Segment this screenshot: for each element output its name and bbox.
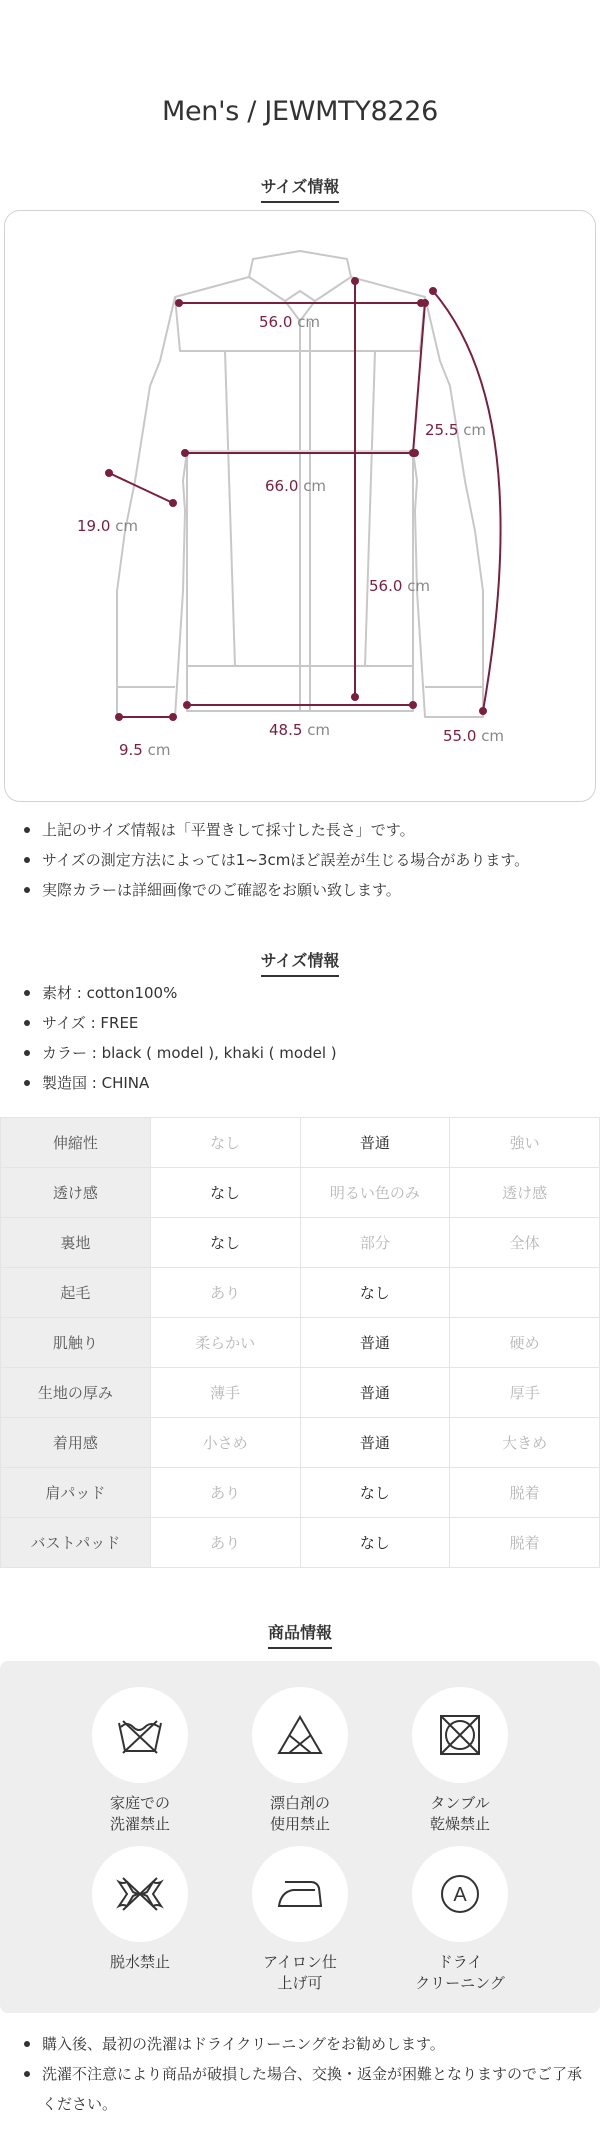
table-row	[1, 1318, 600, 1368]
spec-option: 大きめ	[450, 1418, 600, 1468]
list-item: 素材 : cotton100%	[20, 978, 590, 1008]
table-row	[1, 1368, 600, 1418]
care-instructions-panel	[0, 1661, 600, 2013]
no-wash-icon	[92, 1687, 188, 1783]
size-info-heading-text: サイズ情報	[261, 174, 340, 203]
detail-info-heading-text: サイズ情報	[261, 948, 340, 977]
spec-option: 普通	[300, 1118, 450, 1168]
spec-option: あり	[150, 1518, 300, 1568]
table-row	[1, 1418, 600, 1468]
care-item-no-tumble-dry	[390, 1687, 530, 1835]
spec-label: 肌触り	[1, 1318, 151, 1368]
no-tumble-dry-icon	[412, 1687, 508, 1783]
spec-label: 肩パッド	[1, 1468, 151, 1518]
spec-option: 厚手	[450, 1368, 600, 1418]
size-diagram	[4, 210, 596, 802]
dry-clean-icon	[412, 1846, 508, 1942]
iron-ok-icon	[252, 1846, 348, 1942]
cuff-measure-label: 9.5 cm	[119, 741, 171, 759]
spec-option: 普通	[300, 1318, 450, 1368]
length-measure-label: 56.0 cm	[369, 577, 431, 595]
sleeve-upper-measure-label: 25.5 cm	[425, 421, 487, 439]
care-label: 脱水禁止	[109, 1953, 170, 1971]
list-item: 製造国 : CHINA	[20, 1068, 590, 1098]
detail-info-heading	[0, 948, 600, 977]
care-item-iron-ok	[230, 1846, 370, 1994]
spec-option: 普通	[300, 1418, 450, 1468]
spec-option: 脱着	[450, 1518, 600, 1568]
care-item-dry-clean	[390, 1846, 530, 1994]
spec-option: なし	[150, 1118, 300, 1168]
spec-option: 明るい色のみ	[300, 1168, 450, 1218]
spec-option: 小さめ	[150, 1418, 300, 1468]
table-row	[1, 1168, 600, 1218]
armhole-measure-label: 19.0 cm	[77, 517, 139, 535]
care-label: アイロン仕 上げ可	[263, 1953, 337, 1992]
no-wring-icon	[92, 1846, 188, 1942]
spec-label: 裏地	[1, 1218, 151, 1268]
spec-option: 普通	[300, 1368, 450, 1418]
chest-measure-label: 66.0 cm	[265, 477, 327, 495]
spec-option: 硬め	[450, 1318, 600, 1368]
product-title: Men's / JEWMTY8226	[161, 96, 439, 127]
spec-option: 強い	[450, 1118, 600, 1168]
list-item: サイズの測定方法によっては1~3cmほど誤差が生じる場合があります。	[20, 845, 590, 875]
spec-option: 全体	[450, 1218, 600, 1268]
table-row	[1, 1218, 600, 1268]
table-row	[1, 1118, 600, 1168]
list-item: サイズ : FREE	[20, 1008, 590, 1038]
spec-option: なし	[300, 1268, 450, 1318]
product-notes-list	[20, 2029, 590, 2119]
table-row	[1, 1518, 600, 1568]
spec-label: 伸縮性	[1, 1118, 151, 1168]
list-item: 実際カラーは詳細画像でのご確認をお願い致します。	[20, 875, 590, 905]
sleeve-length-measure-label: 55.0 cm	[443, 727, 505, 745]
list-item: 購入後、最初の洗濯はドライクリーニングをお勧めします。	[20, 2029, 590, 2059]
spec-option: 薄手	[150, 1368, 300, 1418]
detail-list	[20, 978, 590, 1098]
spec-option: 透け感	[450, 1168, 600, 1218]
size-notes-list	[20, 815, 590, 905]
care-label: 漂白剤の 使用禁止	[269, 1794, 330, 1833]
spec-option: なし	[150, 1218, 300, 1268]
jacket-outline-illustration	[5, 211, 596, 802]
shoulder-measure-label: 56.0 cm	[259, 313, 321, 331]
spec-option	[450, 1268, 600, 1318]
spec-option: なし	[150, 1168, 300, 1218]
spec-label: 着用感	[1, 1418, 151, 1468]
table-row	[1, 1468, 600, 1518]
care-label: ドライ クリーニング	[415, 1953, 505, 1992]
no-bleach-icon	[252, 1687, 348, 1783]
spec-option: あり	[150, 1268, 300, 1318]
hem-measure-label: 48.5 cm	[269, 721, 331, 739]
spec-option: あり	[150, 1468, 300, 1518]
spec-label: 起毛	[1, 1268, 151, 1318]
product-info-heading	[0, 1620, 600, 1649]
list-item: 上記のサイズ情報は「平置きして採寸した長さ」です。	[20, 815, 590, 845]
spec-option: 脱着	[450, 1468, 600, 1518]
list-item: 洗濯不注意により商品が破損した場合、交換・返金が困難となりますのでご了承ください。	[20, 2059, 590, 2119]
care-label: 家庭での 洗濯禁止	[109, 1794, 170, 1833]
care-label: タンブル 乾燥禁止	[429, 1794, 490, 1833]
care-item-no-wash	[70, 1687, 210, 1835]
svg-text:A: A	[453, 1884, 467, 1906]
spec-option: なし	[300, 1518, 450, 1568]
table-row	[1, 1268, 600, 1318]
product-info-heading-text: 商品情報	[268, 1620, 332, 1649]
spec-label: 透け感	[1, 1168, 151, 1218]
spec-option: なし	[300, 1468, 450, 1518]
care-item-no-wring	[70, 1846, 210, 1973]
care-item-no-bleach	[230, 1687, 370, 1835]
size-info-heading	[0, 174, 600, 203]
spec-option: 柔らかい	[150, 1318, 300, 1368]
spec-option: 部分	[300, 1218, 450, 1268]
spec-label: バストパッド	[1, 1518, 151, 1568]
spec-label: 生地の厚み	[1, 1368, 151, 1418]
fabric-spec-table	[0, 1117, 600, 1568]
list-item: カラー : black ( model ), khaki ( model )	[20, 1038, 590, 1068]
